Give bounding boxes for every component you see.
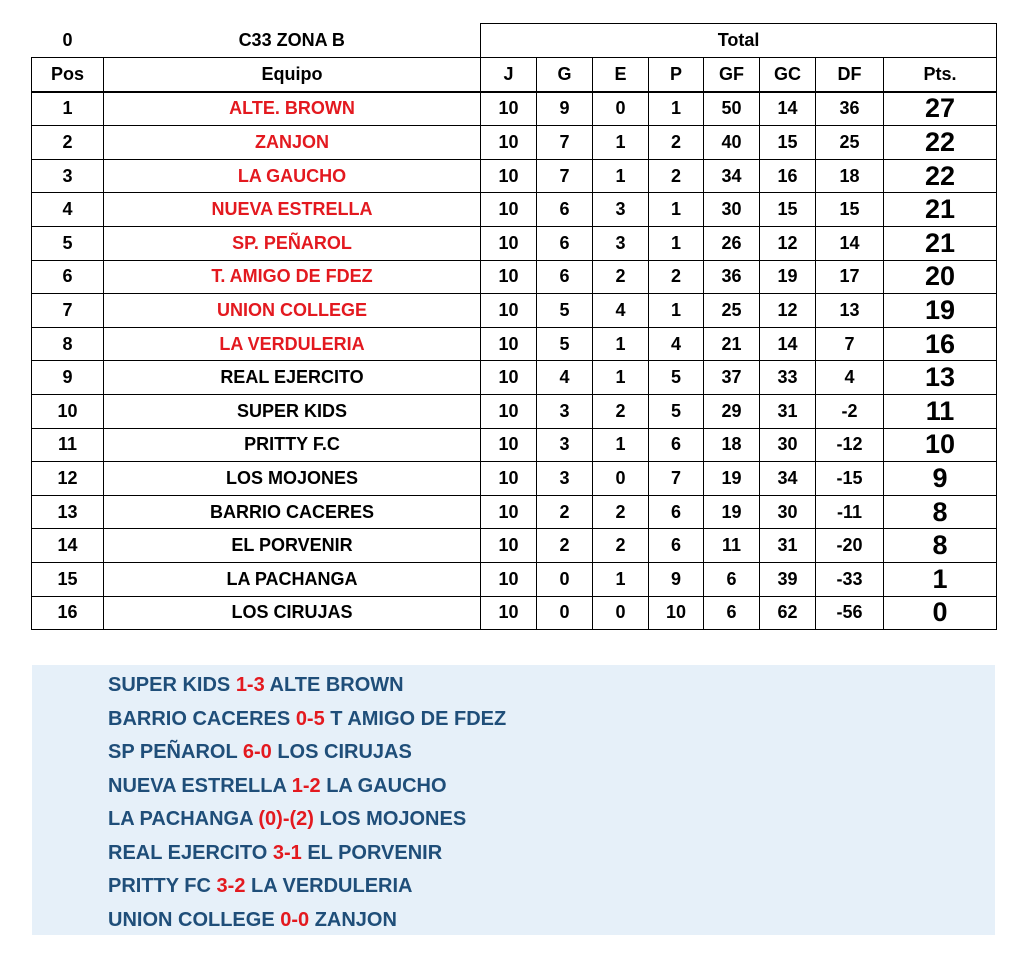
- played-cell: 10: [481, 159, 537, 193]
- won-cell: 6: [537, 260, 593, 294]
- points-cell: 10: [884, 428, 997, 462]
- table-row: [32, 462, 997, 496]
- won-cell: 2: [537, 529, 593, 563]
- column-header-row: [32, 58, 997, 92]
- table-row: [32, 495, 997, 529]
- col-header-pts: Pts.: [884, 58, 997, 92]
- table-row: [32, 428, 997, 462]
- played-cell: 10: [481, 495, 537, 529]
- goal-diff-cell: -20: [816, 529, 884, 563]
- drawn-cell: 3: [593, 226, 649, 260]
- won-cell: 0: [537, 596, 593, 630]
- won-cell: 6: [537, 193, 593, 227]
- lost-cell: 1: [649, 193, 704, 227]
- position-cell: 10: [32, 394, 104, 428]
- position-cell: 15: [32, 562, 104, 596]
- position-cell: 5: [32, 226, 104, 260]
- col-header-equipo: Equipo: [104, 58, 481, 92]
- home-team: PRITTY FC: [108, 875, 211, 897]
- table-row: [32, 193, 997, 227]
- team-name: LOS MOJONES: [104, 462, 481, 496]
- match-score: 1-2: [291, 775, 321, 797]
- match-score: 6-0: [242, 741, 272, 763]
- goals-against-cell: 33: [760, 361, 816, 395]
- points-cell: 21: [884, 193, 997, 227]
- team-name: REAL EJERCITO: [104, 361, 481, 395]
- goals-against-cell: 19: [760, 260, 816, 294]
- position-cell: 6: [32, 260, 104, 294]
- goals-for-cell: 34: [704, 159, 760, 193]
- points-cell: 16: [884, 327, 997, 361]
- table-row: [32, 126, 997, 160]
- goals-for-cell: 29: [704, 394, 760, 428]
- team-name: SP. PEÑAROL: [104, 226, 481, 260]
- goal-diff-cell: 7: [816, 327, 884, 361]
- goals-against-cell: 12: [760, 294, 816, 328]
- points-cell: 22: [884, 126, 997, 160]
- goals-for-cell: 26: [704, 226, 760, 260]
- corner-value: 0: [62, 29, 73, 50]
- table-row: [32, 394, 997, 428]
- home-team: UNION COLLEGE: [108, 909, 275, 931]
- goal-diff-cell: -15: [816, 462, 884, 496]
- team-name: T. AMIGO DE FDEZ: [104, 260, 481, 294]
- played-cell: 10: [481, 92, 537, 126]
- points-cell: 9: [884, 462, 997, 496]
- lost-cell: 6: [649, 495, 704, 529]
- played-cell: 10: [481, 327, 537, 361]
- drawn-cell: 1: [593, 428, 649, 462]
- goal-diff-cell: 15: [816, 193, 884, 227]
- drawn-cell: 2: [593, 394, 649, 428]
- goals-against-cell: 34: [760, 462, 816, 496]
- position-cell: 14: [32, 529, 104, 563]
- table-row: [32, 327, 997, 361]
- table-row: [32, 361, 997, 395]
- away-team: LA GAUCHO: [326, 775, 447, 797]
- goals-against-cell: 30: [760, 495, 816, 529]
- team-name: BARRIO CACERES: [104, 495, 481, 529]
- team-name: ALTE. BROWN: [104, 92, 481, 126]
- goals-for-cell: 18: [704, 428, 760, 462]
- team-name: LA GAUCHO: [104, 159, 481, 193]
- drawn-cell: 1: [593, 562, 649, 596]
- lost-cell: 5: [649, 394, 704, 428]
- team-name: PRITTY F.C: [104, 428, 481, 462]
- team-name: ZANJON: [104, 126, 481, 160]
- match-result: [108, 741, 412, 764]
- col-header-gf: GF: [704, 58, 760, 92]
- goal-diff-cell: 25: [816, 126, 884, 160]
- drawn-cell: 1: [593, 159, 649, 193]
- table-row: [32, 92, 997, 126]
- won-cell: 7: [537, 126, 593, 160]
- table-row: [32, 294, 997, 328]
- table-row: [32, 562, 997, 596]
- team-name: SUPER KIDS: [104, 394, 481, 428]
- position-cell: 2: [32, 126, 104, 160]
- goals-for-cell: 36: [704, 260, 760, 294]
- played-cell: 10: [481, 428, 537, 462]
- goal-diff-cell: 14: [816, 226, 884, 260]
- home-team: LA PACHANGA: [108, 808, 253, 830]
- drawn-cell: 2: [593, 260, 649, 294]
- goal-diff-cell: 18: [816, 159, 884, 193]
- position-cell: 1: [32, 92, 104, 126]
- goals-for-cell: 19: [704, 462, 760, 496]
- col-header-df: DF: [816, 58, 884, 92]
- table-row: [32, 159, 997, 193]
- goals-for-cell: 21: [704, 327, 760, 361]
- points-cell: 1: [884, 562, 997, 596]
- position-cell: 13: [32, 495, 104, 529]
- match-result: [108, 875, 412, 898]
- team-name: LOS CIRUJAS: [104, 596, 481, 630]
- lost-cell: 6: [649, 529, 704, 563]
- goals-against-cell: 31: [760, 394, 816, 428]
- match-score: (0)-(2): [258, 808, 314, 830]
- goal-diff-cell: -11: [816, 495, 884, 529]
- match-score: 3-2: [216, 875, 246, 897]
- played-cell: 10: [481, 562, 537, 596]
- points-cell: 0: [884, 596, 997, 630]
- goals-against-cell: 12: [760, 226, 816, 260]
- match-result: [108, 842, 442, 865]
- position-cell: 7: [32, 294, 104, 328]
- goal-diff-cell: 36: [816, 92, 884, 126]
- zone-title: C33 ZONA B: [104, 24, 481, 58]
- col-header-pos: Pos: [32, 58, 104, 92]
- lost-cell: 1: [649, 294, 704, 328]
- match-score: 0-0: [280, 909, 310, 931]
- played-cell: 10: [481, 596, 537, 630]
- table-row: [32, 260, 997, 294]
- points-cell: 22: [884, 159, 997, 193]
- team-name: UNION COLLEGE: [104, 294, 481, 328]
- goals-against-cell: 14: [760, 327, 816, 361]
- drawn-cell: 4: [593, 294, 649, 328]
- goal-diff-cell: 13: [816, 294, 884, 328]
- goals-against-cell: 14: [760, 92, 816, 126]
- lost-cell: 1: [649, 226, 704, 260]
- match-result: [108, 808, 466, 831]
- won-cell: 3: [537, 428, 593, 462]
- goals-against-cell: 62: [760, 596, 816, 630]
- drawn-cell: 2: [593, 529, 649, 563]
- drawn-cell: 1: [593, 327, 649, 361]
- won-cell: 7: [537, 159, 593, 193]
- won-cell: 5: [537, 327, 593, 361]
- home-team: REAL EJERCITO: [108, 842, 268, 864]
- drawn-cell: 1: [593, 361, 649, 395]
- goal-diff-cell: -56: [816, 596, 884, 630]
- goals-for-cell: 25: [704, 294, 760, 328]
- table-row: [32, 529, 997, 563]
- drawn-cell: 3: [593, 193, 649, 227]
- team-name: EL PORVENIR: [104, 529, 481, 563]
- away-team: ALTE BROWN: [269, 674, 404, 696]
- points-cell: 19: [884, 294, 997, 328]
- played-cell: 10: [481, 529, 537, 563]
- team-name: LA VERDULERIA: [104, 327, 481, 361]
- lost-cell: 2: [649, 126, 704, 160]
- goals-for-cell: 50: [704, 92, 760, 126]
- match-result: [108, 775, 447, 798]
- table-row: [32, 226, 997, 260]
- won-cell: 2: [537, 495, 593, 529]
- goal-diff-cell: -33: [816, 562, 884, 596]
- position-cell: 12: [32, 462, 104, 496]
- goals-against-cell: 16: [760, 159, 816, 193]
- played-cell: 10: [481, 126, 537, 160]
- goals-for-cell: 37: [704, 361, 760, 395]
- goals-against-cell: 15: [760, 193, 816, 227]
- points-cell: 21: [884, 226, 997, 260]
- drawn-cell: 2: [593, 495, 649, 529]
- drawn-cell: 0: [593, 462, 649, 496]
- match-score: 1-3: [235, 674, 265, 696]
- away-team: LOS CIRUJAS: [277, 741, 412, 763]
- points-cell: 11: [884, 394, 997, 428]
- away-team: LA VERDULERIA: [251, 875, 413, 897]
- won-cell: 4: [537, 361, 593, 395]
- points-cell: 8: [884, 529, 997, 563]
- match-result: [108, 708, 506, 731]
- points-cell: 27: [884, 92, 997, 126]
- won-cell: 3: [537, 462, 593, 496]
- position-cell: 16: [32, 596, 104, 630]
- goals-for-cell: 11: [704, 529, 760, 563]
- away-team: ZANJON: [314, 909, 397, 931]
- played-cell: 10: [481, 294, 537, 328]
- away-team: EL PORVENIR: [307, 842, 443, 864]
- lost-cell: 1: [649, 92, 704, 126]
- match-score: 3-1: [272, 842, 302, 864]
- col-header-g: G: [537, 58, 593, 92]
- col-header-p: P: [649, 58, 704, 92]
- away-team: LOS MOJONES: [319, 808, 467, 830]
- goal-diff-cell: 4: [816, 361, 884, 395]
- lost-cell: 2: [649, 260, 704, 294]
- standings-table: [31, 23, 997, 630]
- col-header-j: J: [481, 58, 537, 92]
- goal-diff-cell: -12: [816, 428, 884, 462]
- played-cell: 10: [481, 193, 537, 227]
- drawn-cell: 0: [593, 92, 649, 126]
- played-cell: 10: [481, 260, 537, 294]
- goal-diff-cell: -2: [816, 394, 884, 428]
- team-name: LA PACHANGA: [104, 562, 481, 596]
- points-cell: 20: [884, 260, 997, 294]
- played-cell: 10: [481, 361, 537, 395]
- position-cell: 11: [32, 428, 104, 462]
- played-cell: 10: [481, 226, 537, 260]
- lost-cell: 10: [649, 596, 704, 630]
- home-team: NUEVA ESTRELLA: [108, 775, 287, 797]
- points-cell: 13: [884, 361, 997, 395]
- drawn-cell: 1: [593, 126, 649, 160]
- match-score: 0-5: [295, 708, 325, 730]
- played-cell: 10: [481, 394, 537, 428]
- home-team: SUPER KIDS: [108, 674, 231, 696]
- won-cell: 3: [537, 394, 593, 428]
- goals-against-cell: 39: [760, 562, 816, 596]
- won-cell: 9: [537, 92, 593, 126]
- points-cell: 8: [884, 495, 997, 529]
- drawn-cell: 0: [593, 596, 649, 630]
- goals-for-cell: 19: [704, 495, 760, 529]
- home-team: BARRIO CACERES: [108, 708, 291, 730]
- table-row: [32, 596, 997, 630]
- col-header-gc: GC: [760, 58, 816, 92]
- lost-cell: 2: [649, 159, 704, 193]
- total-group-header: Total: [481, 24, 997, 58]
- team-name: NUEVA ESTRELLA: [104, 193, 481, 227]
- position-cell: 8: [32, 327, 104, 361]
- goals-against-cell: 30: [760, 428, 816, 462]
- lost-cell: 4: [649, 327, 704, 361]
- goals-against-cell: 31: [760, 529, 816, 563]
- table-title-row: [32, 24, 997, 58]
- won-cell: 6: [537, 226, 593, 260]
- goals-against-cell: 15: [760, 126, 816, 160]
- match-result: [108, 674, 404, 697]
- lost-cell: 6: [649, 428, 704, 462]
- played-cell: 10: [481, 462, 537, 496]
- position-cell: 4: [32, 193, 104, 227]
- lost-cell: 7: [649, 462, 704, 496]
- position-cell: 9: [32, 361, 104, 395]
- results-panel: [32, 665, 995, 935]
- goals-for-cell: 6: [704, 562, 760, 596]
- home-team: SP PEÑAROL: [108, 741, 238, 763]
- lost-cell: 5: [649, 361, 704, 395]
- goals-for-cell: 30: [704, 193, 760, 227]
- goal-diff-cell: 17: [816, 260, 884, 294]
- match-result: [108, 909, 397, 932]
- position-cell: 3: [32, 159, 104, 193]
- won-cell: 0: [537, 562, 593, 596]
- goals-for-cell: 40: [704, 126, 760, 160]
- away-team: T AMIGO DE FDEZ: [330, 708, 507, 730]
- goals-for-cell: 6: [704, 596, 760, 630]
- lost-cell: 9: [649, 562, 704, 596]
- col-header-e: E: [593, 58, 649, 92]
- won-cell: 5: [537, 294, 593, 328]
